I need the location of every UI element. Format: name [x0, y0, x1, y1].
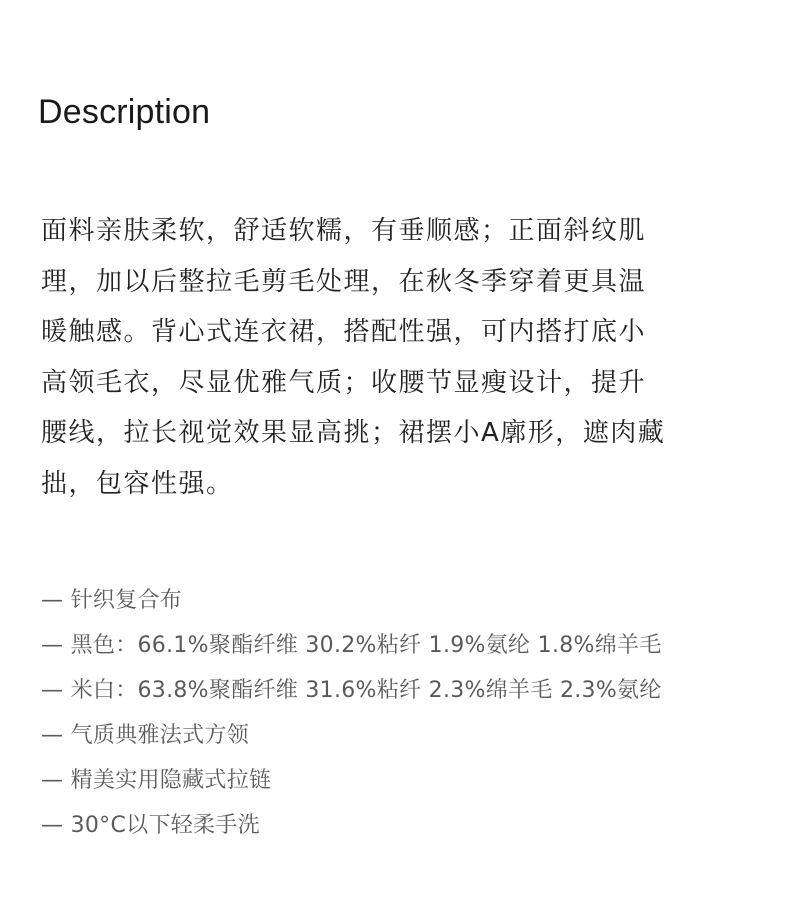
product-description: [41, 206, 721, 509]
feature-item-collar: — 气质典雅法式方领: [41, 723, 249, 748]
description-line: 面料亲肤柔软，舒适软糯，有垂顺感；正面斜纹肌: [41, 216, 647, 246]
feature-item-black-composition: — 黑色：66.1%聚酯纤维 30.2%粘纤 1.9%氨纶 1.8%绵羊毛: [41, 633, 662, 658]
description-line: 高领毛衣，尽显优雅气质；收腰节显瘦设计，提升: [41, 367, 647, 398]
description-line: 暖触感。背心式连衣裙，搭配性强，可内搭打底小: [41, 317, 647, 347]
description-line: 腰线，拉长视觉效果显高挑；裙摆小A廓形，遮肉藏: [41, 418, 666, 448]
description-line: 拙，包容性强。: [41, 468, 234, 499]
section-title: Description: [38, 93, 211, 131]
feature-item-white-composition: — 米白：63.8%聚酯纤维 31.6%粘纤 2.3%绵羊毛 2.3%氨纶: [41, 678, 662, 703]
feature-list: [41, 578, 781, 848]
description-line: 理，加以后整拉毛剪毛处理，在秋冬季穿着更具温: [41, 266, 647, 297]
feature-item-fabric: — 针织复合布: [41, 588, 183, 613]
feature-item-care: — 30°C以下轻柔手洗: [41, 813, 260, 838]
feature-item-zipper: — 精美实用隐藏式拉链: [41, 768, 272, 793]
